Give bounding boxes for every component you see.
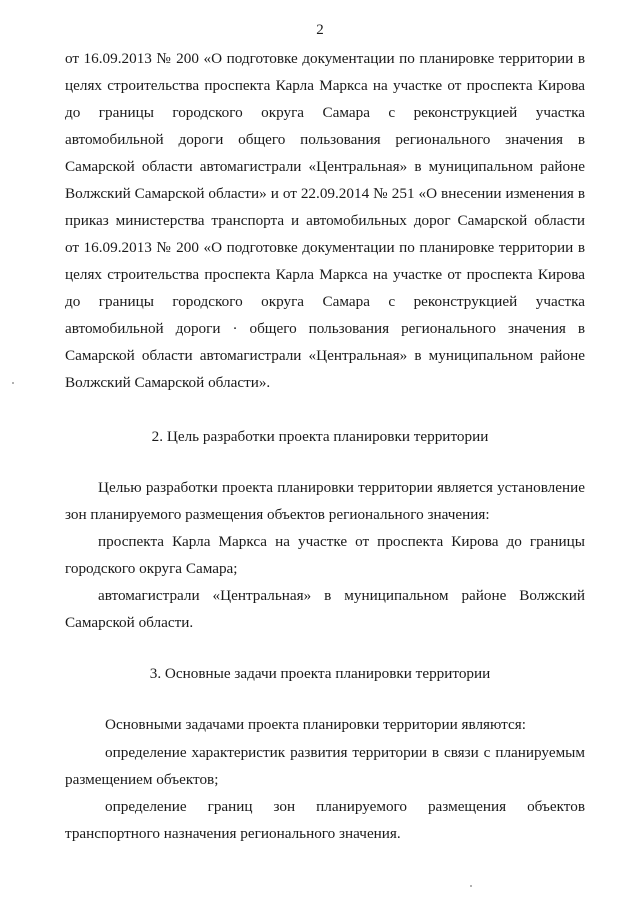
text-line: целях строительства проспекта Карла Маркса на участке от проспекта Кирова — [65, 77, 585, 94]
text-line: городского округа Самара; — [65, 560, 238, 577]
list-item: проспекта Карла Маркса на участке от проспекта Кирова до границы — [98, 533, 585, 550]
text-line: целях строительства проспекта Карла Маркса на участке от проспекта Кирова — [65, 266, 585, 283]
text-line: Основными задачами проекта планировки территории являются: — [105, 716, 526, 733]
text-line: от 16.09.2013 № 200 «О подготовке документации по планировке территории в — [65, 50, 585, 67]
text-line: Волжский Самарской области» и от 22.09.2014 № 251 «О внесении изменения в — [65, 185, 585, 202]
text-line: зон планируемого размещения объектов регионального значения: — [65, 506, 490, 523]
text-line: Самарской области автомагистрали «Центральная» в муниципальном районе — [65, 158, 585, 175]
text-line: приказ министерства транспорта и автомобильных дорог Самарской области — [65, 212, 585, 229]
scan-speck — [470, 885, 472, 887]
section-heading: 2. Цель разработки проекта планировки территории — [151, 428, 489, 445]
text-line: до границы городского округа Самара с реконструкцией участка — [65, 293, 585, 310]
text-line: Целью разработки проекта планировки территории является установление — [98, 479, 585, 496]
text-line: транспортного назначения регионального значения. — [65, 825, 401, 842]
text-line: до границы городского округа Самара с реконструкцией участка — [65, 104, 585, 121]
text-line: Самарской области. — [65, 614, 194, 631]
text-line: автомобильной дороги · общего пользования регионального значения в — [65, 320, 585, 337]
list-item: определение границ зон планируемого размещения объектов — [105, 798, 585, 815]
text-line: Волжский Самарской области». — [65, 374, 271, 391]
section-heading: 3. Основные задачи проекта планировки территории — [149, 665, 491, 682]
text-line: от 16.09.2013 № 200 «О подготовке документации по планировке территории в — [65, 239, 585, 256]
text-line: размещением объектов; — [65, 771, 219, 788]
scan-speck — [12, 382, 14, 384]
list-item: автомагистрали «Центральная» в муниципальном районе Волжский — [98, 587, 585, 604]
list-item: определение характеристик развития территории в связи с планируемым — [105, 744, 585, 761]
page-number: 2 — [316, 22, 324, 38]
text-line: автомобильной дороги общего пользования регионального значения в — [65, 131, 585, 148]
text-line: Самарской области автомагистрали «Центральная» в муниципальном районе — [65, 347, 585, 364]
